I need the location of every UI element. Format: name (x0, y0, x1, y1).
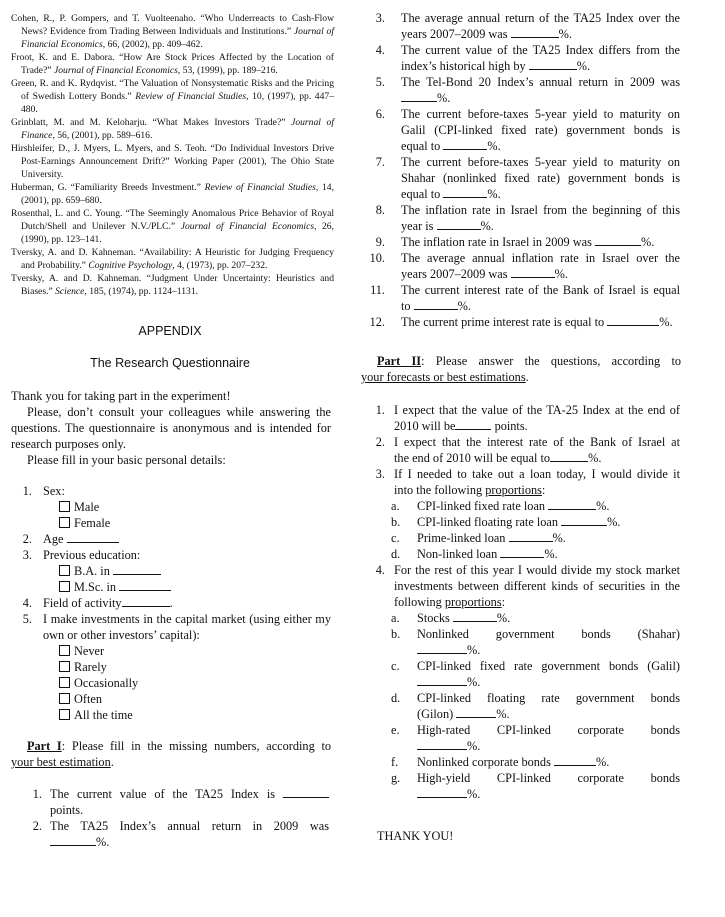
activity-input[interactable] (122, 596, 170, 607)
investment-frequency-question: I make investments in the capital market (using either my own or other investors’ capital): (43, 612, 331, 642)
male-checkbox[interactable] (59, 501, 70, 512)
frequency-option[interactable]: Often (59, 691, 138, 707)
sex-female-option[interactable]: Female (59, 515, 110, 531)
loan-row: Prime-linked loan %. (417, 531, 566, 545)
answer-input[interactable] (414, 299, 458, 310)
reference-entry: Rosenthal, L. and C. Young. “The Seemingly Anomalous Price Behavior of Royal Dutch/Shell and Unilever N.V./PLC.” Journal of Financial Economics, 26, (1990), pp. 123–141. (11, 208, 335, 245)
frequency-checkbox[interactable] (59, 677, 70, 688)
answer-input[interactable] (443, 139, 487, 150)
frequency-option[interactable]: Occasionally (59, 675, 138, 691)
stocks-input[interactable] (453, 611, 497, 622)
part1-q1: The current value of the TA25 Index is (50, 786, 329, 802)
appendix-heading: APPENDIX (138, 324, 202, 338)
loan-row: Non-linked loan %. (417, 547, 558, 561)
intro-personal: Please fill in your basic personal details: (27, 453, 226, 467)
education-label: Previous education: (43, 548, 141, 562)
msc-option[interactable]: M.Sc. in (59, 579, 171, 595)
msc-field-input[interactable] (119, 580, 171, 591)
shahar-input[interactable] (417, 643, 467, 654)
intro-instructions: Please, don’t consult your colleagues while answering the questions. The questionnaire is anonymous and is intended for research purposes only. (11, 405, 331, 451)
answer-input[interactable] (529, 59, 577, 70)
ta25-return-2009-input[interactable] (50, 835, 96, 846)
part1-q2: The TA25 Index’s annual return in 2009 was (50, 819, 329, 833)
sex-label: Sex: (43, 484, 65, 498)
ta25-value-input[interactable] (283, 787, 329, 798)
part2-header: Part II: Please answer the questions, according to your forecasts or best estimations. (361, 354, 682, 384)
frequency-option[interactable]: Never (59, 643, 138, 659)
reference-list (11, 12, 334, 298)
reference-entry: Green, R. and K. Rydqvist. “The Valuation of Nonsystematic Risks and the Pricing of Swedish Lottery Bonds.” Review of Financial Studies, 10, (1997), pp. 447–480. (11, 78, 334, 115)
ta25-forecast-input[interactable] (455, 419, 491, 430)
reference-entry: Hirshleifer, D., J. Myers, L. Myers, and S. Teoh. “Do Individual Investors Drive Post-Earnings Announcement Drift?” Working Paper (2001), The Ohio State University. (11, 143, 334, 180)
frequency-option[interactable]: Rarely (59, 659, 138, 675)
ba-field-input[interactable] (113, 564, 161, 575)
loan-proportion-input[interactable] (561, 515, 607, 526)
frequency-options (59, 643, 138, 723)
reference-entry: Huberman, G. “Familiarity Breeds Investment.” Review of Financial Studies, 14, (2001), pp. 659–680. (11, 182, 335, 206)
answer-input[interactable] (437, 219, 481, 230)
answer-input[interactable] (607, 315, 659, 326)
galil-input[interactable] (417, 675, 467, 686)
reference-entry: Grinblatt, M. and M. Keloharju. “What Makes Investors Trade?” Journal of Finance, 56, (2001), pp. 589–616. (11, 117, 334, 141)
loan-row: CPI-linked fixed rate loan %. (417, 499, 610, 513)
reference-entry: Cohen, R., P. Gompers, and T. Vuolteenaho. “Who Underreacts to Cash-Flow News? Evidence from Trading Between Individuals and Institutions.” Journal of Financial Economics, 66, (2002), pp. 409–462. (11, 13, 334, 50)
boi-rate-forecast-input[interactable] (550, 451, 588, 462)
reference-entry: Froot, K. and E. Dabora. “How Are Stock Prices Affected by the Location of Trade?” Journal of Financial Economics, 53, (1999), pp. 189–216. (11, 52, 334, 76)
reference-entry: Tversky, A. and D. Kahneman. “Availability: A Heuristic for Judging Frequency and Probability.” Cognitive Psychology, 4, (1973), pp. 207–232. (11, 247, 334, 271)
loan-proportion-input[interactable] (509, 531, 553, 542)
frequency-checkbox[interactable] (59, 709, 70, 720)
activity-field: Field of activity . (43, 596, 173, 610)
frequency-checkbox[interactable] (59, 661, 70, 672)
ba-option[interactable]: B.A. in (59, 563, 161, 579)
msc-checkbox[interactable] (59, 581, 70, 592)
gilon-input[interactable] (456, 707, 496, 718)
nonlinked-corporate-input[interactable] (554, 755, 596, 766)
frequency-checkbox[interactable] (59, 693, 70, 704)
frequency-checkbox[interactable] (59, 645, 70, 656)
questionnaire-title: The Research Questionnaire (90, 356, 250, 370)
intro-block (11, 388, 331, 468)
loan-proportion-input[interactable] (548, 499, 596, 510)
part1-header: Part I: Please fill in the missing numbers, according to your best estimation. (11, 739, 332, 769)
reference-entry: Tversky, A. and D. Kahneman. “Judgment Under Uncertainty: Heuristics and Biases.” Science, 185, (1974), pp. 1124–1131. (11, 273, 334, 297)
answer-input[interactable] (443, 187, 487, 198)
age-field: Age (43, 531, 119, 547)
female-checkbox[interactable] (59, 517, 70, 528)
thank-you: THANK YOU! (377, 829, 454, 843)
loan-row: CPI-linked floating rate loan %. (417, 515, 621, 529)
answer-input[interactable] (511, 267, 555, 278)
answer-input[interactable] (511, 27, 559, 38)
answer-input[interactable] (595, 235, 641, 246)
ba-checkbox[interactable] (59, 565, 70, 576)
high-yield-input[interactable] (417, 787, 467, 798)
intro-thanks: Thank you for taking part in the experiment! (11, 389, 231, 403)
high-rated-input[interactable] (417, 739, 467, 750)
answer-input[interactable] (401, 91, 437, 102)
age-input[interactable] (67, 532, 119, 543)
loan-proportion-input[interactable] (500, 547, 544, 558)
sex-male-option[interactable]: Male (59, 499, 99, 515)
frequency-option[interactable]: All the time (59, 707, 138, 723)
